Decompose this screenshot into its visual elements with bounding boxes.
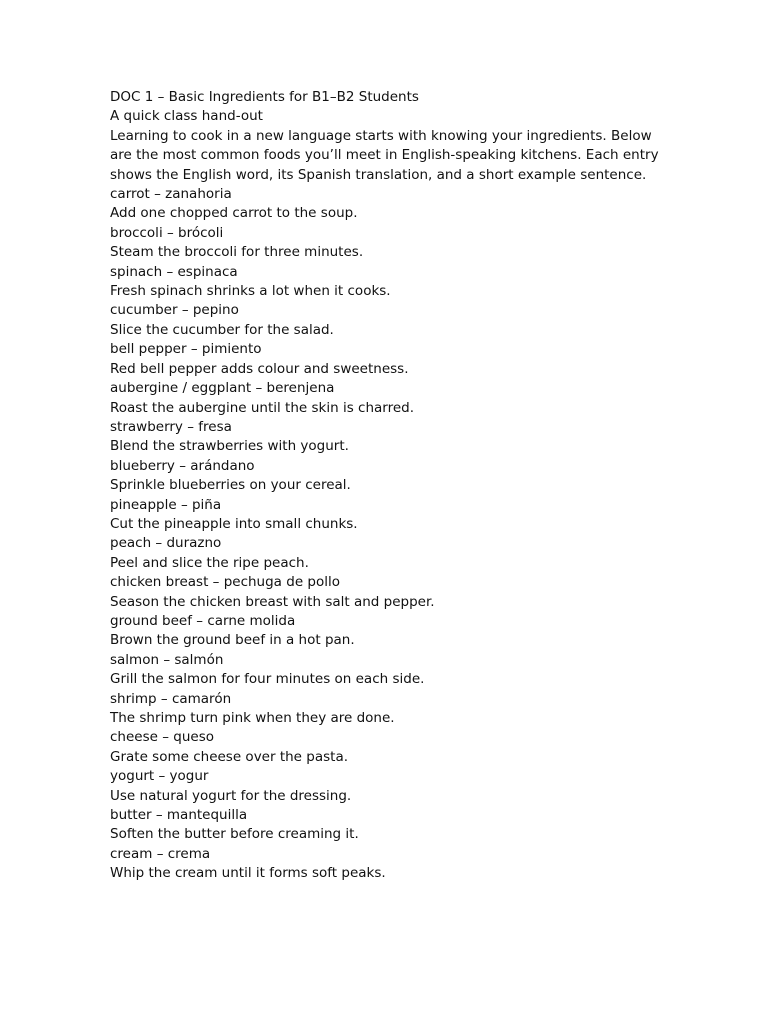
ingredient-term: ground beef – carne molida (110, 612, 296, 629)
ingredient-example: Add one chopped carrot to the soup. (110, 205, 358, 222)
list-item (110, 806, 670, 845)
ingredient-term: blueberry – arándano (110, 457, 255, 474)
ingredient-term: cheese – queso (110, 729, 214, 746)
ingredient-example: Red bell pepper adds colour and sweetness. (110, 360, 409, 377)
ingredient-term: yogurt – yogur (110, 768, 209, 785)
list-item (110, 573, 670, 612)
ingredient-example: Brown the ground beef in a hot pan. (110, 632, 355, 649)
ingredient-example: Peel and slice the ripe peach. (110, 554, 309, 571)
ingredient-example: Grill the salmon for four minutes on each side. (110, 671, 425, 688)
ingredient-term: chicken breast – pechuga de pollo (110, 574, 341, 591)
ingredient-example: Slice the cucumber for the salad. (110, 321, 334, 338)
ingredient-term: peach – durazno (110, 535, 222, 552)
document-page (110, 88, 670, 884)
ingredient-term: strawberry – fresa (110, 418, 232, 435)
list-item (110, 379, 670, 418)
ingredient-term: broccoli – brócoli (110, 224, 224, 241)
ingredient-term: aubergine / eggplant – berenjena (110, 380, 335, 397)
list-item (110, 301, 670, 340)
ingredient-example: Blend the strawberries with yogurt. (110, 438, 349, 455)
ingredient-example: Whip the cream until it forms soft peaks. (110, 865, 386, 882)
list-item (110, 534, 670, 573)
list-item (110, 224, 670, 263)
ingredient-term: spinach – espinaca (110, 263, 238, 280)
ingredient-example: Cut the pineapple into small chunks. (110, 515, 358, 532)
list-item (110, 185, 670, 224)
ingredient-example: Fresh spinach shrinks a lot when it cooks. (110, 283, 391, 300)
list-item (110, 845, 670, 884)
ingredient-example: Roast the aubergine until the skin is charred. (110, 399, 415, 416)
document-title: DOC 1 – Basic Ingredients for B1–B2 Students (110, 89, 419, 105)
list-item (110, 418, 670, 457)
list-item (110, 612, 670, 651)
ingredient-term: bell pepper – pimiento (110, 341, 262, 358)
ingredient-term: butter – mantequilla (110, 807, 248, 824)
ingredient-example: The shrimp turn pink when they are done. (110, 710, 395, 726)
ingredient-term: shrimp – camarón (110, 690, 232, 707)
list-item (110, 263, 670, 302)
ingredient-term: cucumber – pepino (110, 302, 239, 319)
ingredient-term: carrot – zanahoria (110, 186, 232, 203)
document-intro: Learning to cook in a new language starts with knowing your ingredients. Below are the most common foods you’ll meet in English-speaking kitchens. Each entry shows the English word, its Spanish translation, and a short example sentence. (110, 127, 659, 183)
ingredient-term: salmon – salmón (110, 651, 224, 668)
ingredient-term: pineapple – piña (110, 496, 222, 513)
ingredient-example: Grate some cheese over the pasta. (110, 748, 349, 765)
document-subtitle: A quick class hand-out (110, 108, 263, 125)
ingredient-example: Use natural yogurt for the dressing. (110, 787, 352, 804)
ingredient-term: cream – crema (110, 845, 211, 862)
list-item (110, 651, 670, 690)
list-item (110, 496, 670, 535)
list-item (110, 690, 670, 729)
ingredient-example: Soften the butter before creaming it. (110, 826, 359, 843)
list-item (110, 340, 670, 379)
ingredient-example: Sprinkle blueberries on your cereal. (110, 477, 351, 494)
ingredient-list (110, 185, 670, 884)
ingredient-example: Steam the broccoli for three minutes. (110, 244, 364, 261)
ingredient-example: Season the chicken breast with salt and pepper. (110, 593, 435, 610)
list-item (110, 767, 670, 806)
list-item (110, 728, 670, 767)
list-item (110, 457, 670, 496)
